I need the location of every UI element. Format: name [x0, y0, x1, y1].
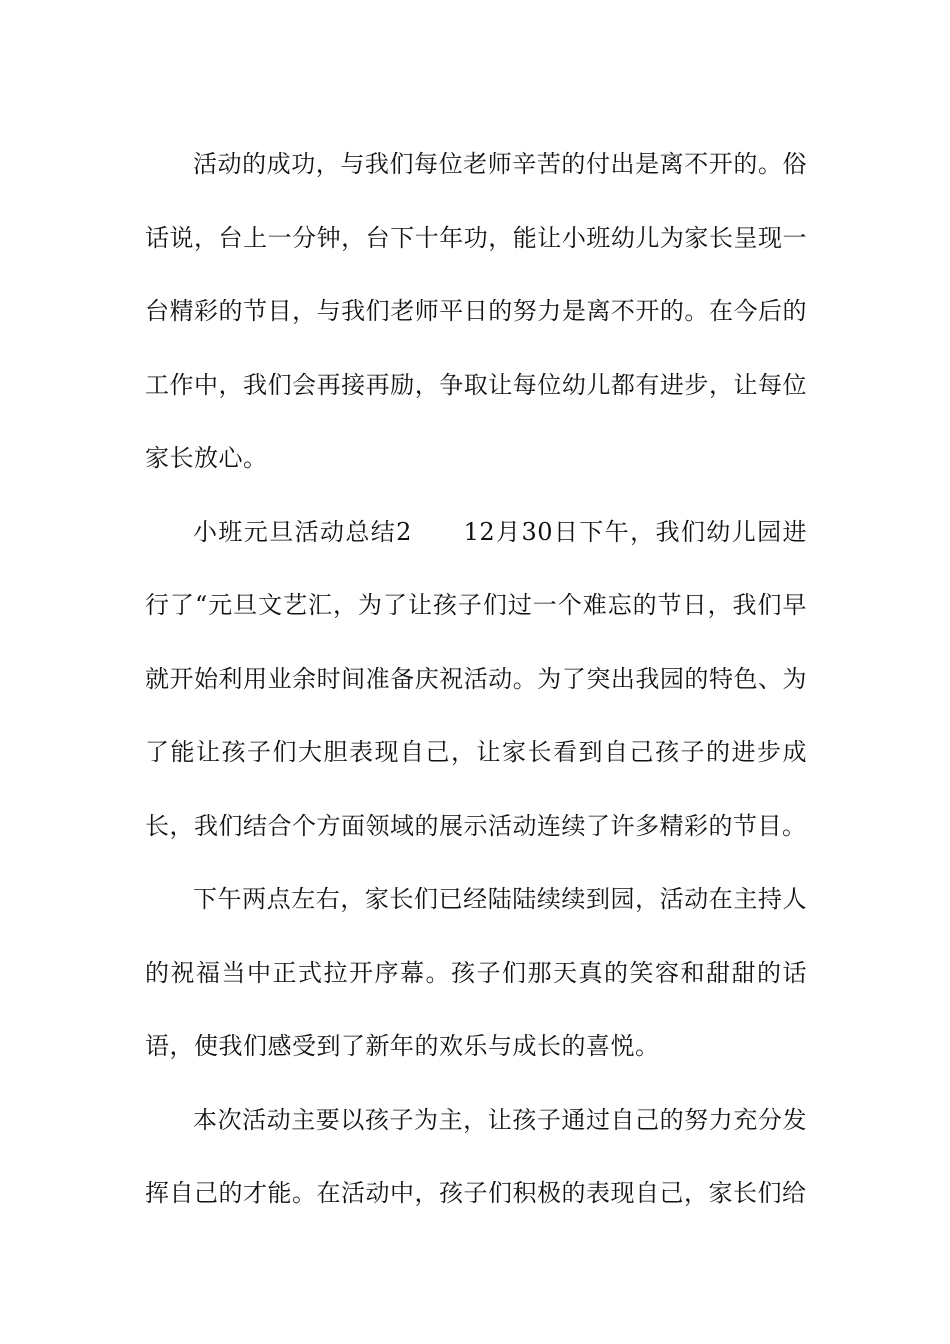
paragraph-1: 活动的成功，与我们每位老师辛苦的付出是离不开的。俗话说，台上一分钟，台下十年功，能让小班幼儿为家长呈现一台精彩的节目，与我们老师平日的努力是离不开的。在今后的工作中，我们会再接再励，争取让每位幼儿都有进步，让每位家长放心。	[145, 150, 807, 472]
paragraph-3: 下午两点左右，家长们已经陆陆续续到园，活动在主持人的祝福当中正式拉开序幕。孩子们那天真的笑容和甜甜的话语，使我们感受到了新年的欢乐与成长的喜悦。	[145, 885, 807, 1060]
paragraph-2: 小班元旦活动总结2 12月30日下午，我们幼儿园进行了“元旦文艺汇，为了让孩子们过一个难忘的节日，我们早就开始利用业余时间准备庆祝活动。为了突出我园的特色、为了能让孩子们大胆表现自己，让家长看到自己孩子的进步成长，我们结合个方面领域的展示活动连续了许多精彩的节目。	[145, 517, 807, 840]
document-body	[145, 128, 807, 1231]
paragraph-4: 本次活动主要以孩子为主，让孩子通过自己的努力充分发挥自己的才能。在活动中，孩子们积极的表现自己，家长们给	[145, 1105, 807, 1207]
